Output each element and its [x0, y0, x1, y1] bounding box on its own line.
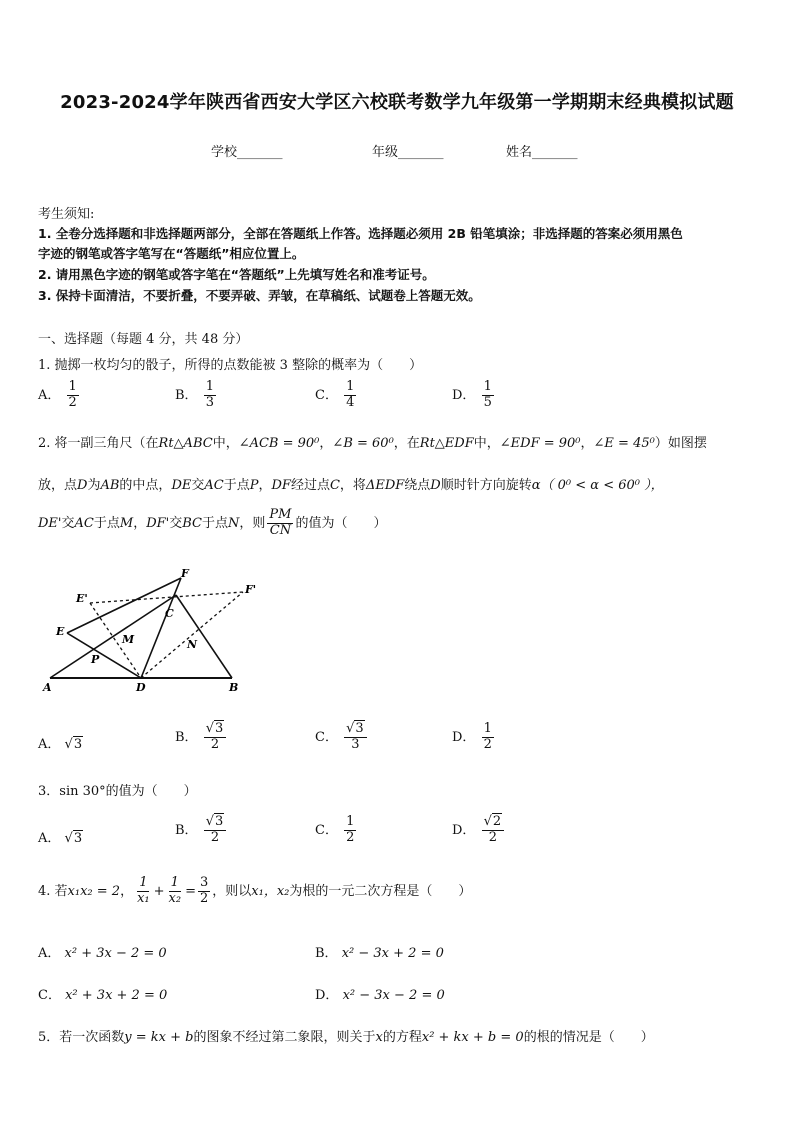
text: 放，点	[38, 478, 78, 493]
fraction	[204, 722, 227, 753]
math: Rt△EDF	[419, 436, 474, 451]
q2-figure	[40, 565, 270, 695]
math: x	[375, 1030, 383, 1045]
q3-stem: 3．sin 30°的值为（ ）	[38, 784, 197, 799]
text: 2. 将一副三角尺（在	[38, 436, 159, 451]
math: y = kx + b	[124, 1030, 194, 1045]
text: 为根的一元二次方程是（ ）	[289, 883, 472, 899]
q4-option-b	[315, 942, 444, 961]
text: 的图象不经过第二象限，则关于	[193, 1030, 376, 1045]
q5-stem	[38, 1026, 654, 1045]
q2-option-b	[175, 722, 228, 753]
q1-stem: 1. 抛掷一枚均匀的骰子，所得的点数能被 3 整除的概率为（ ）	[38, 358, 423, 373]
math: x₁，	[251, 883, 277, 899]
fraction	[67, 380, 79, 411]
page-title: 2023-2024学年陕西省西安大学区六校联考数学九年级第一学期期末经典模拟试题	[60, 92, 734, 113]
numerator: 1	[139, 875, 148, 890]
option-label: D．	[315, 988, 339, 1003]
text: ，	[319, 436, 333, 451]
math: AB	[100, 478, 120, 493]
segment-bc	[176, 595, 232, 678]
q4-option-c	[38, 984, 167, 1003]
denominator: x₂	[168, 890, 182, 906]
numerator: √3	[204, 815, 227, 831]
q4-option-a	[38, 942, 167, 961]
q1-option-d	[452, 380, 496, 411]
sqrt: √3	[64, 831, 83, 846]
numerator: 1	[68, 379, 77, 394]
q3-option-a	[38, 827, 83, 846]
denominator: x₁	[137, 890, 150, 906]
label-n: N	[187, 638, 198, 651]
notice-line-1b: 字迹的钢笔或答字笔写在“答题纸”相应位置上。	[38, 246, 305, 261]
q2-line-2	[38, 474, 664, 493]
name-field: 姓名_______	[506, 145, 578, 160]
math: AC	[204, 478, 224, 493]
math: ∠EDF = 90⁰	[499, 436, 581, 451]
equation: x² + 3x + 2 = 0	[65, 988, 168, 1003]
q1-option-b	[175, 380, 218, 411]
numerator: PM	[269, 507, 292, 522]
option-label: C．	[315, 387, 338, 403]
fraction	[204, 815, 227, 846]
math: DF	[271, 478, 291, 493]
math: ∠ACB = 90⁰	[238, 436, 320, 451]
math: ∠B = 60⁰	[332, 436, 394, 451]
denominator: 2	[210, 736, 220, 752]
text: 的中点，	[119, 478, 172, 493]
equation: x² − 3x + 2 = 0	[341, 946, 444, 961]
math: N	[228, 515, 240, 531]
fraction	[482, 722, 494, 753]
option-label: A．	[38, 737, 61, 752]
text: 交	[191, 478, 205, 493]
q3-option-b	[175, 815, 228, 846]
q3-option-c	[315, 815, 358, 846]
text: +	[153, 883, 165, 899]
text: 的方程	[382, 1030, 422, 1045]
segment-ef	[67, 578, 181, 633]
math: M	[119, 515, 134, 531]
denominator: 2	[68, 394, 77, 410]
denominator: 2	[199, 890, 209, 906]
math: D	[77, 478, 88, 493]
fraction	[482, 380, 494, 411]
denominator: 2	[210, 829, 220, 845]
option-label: D．	[452, 729, 476, 745]
notice-line-1a: 1. 全卷分选择题和非选择题两部分，全部在答题纸上作答。选择题必须用 2B 铅笔填涂；非选择题的答案必须用黑色	[38, 226, 683, 241]
numerator: 1	[170, 875, 179, 890]
text: 的根的情况是（ ）	[523, 1030, 654, 1045]
denominator: 3	[205, 394, 214, 410]
fraction	[267, 508, 293, 539]
radicand: 3	[355, 721, 364, 736]
label-e: E	[56, 625, 65, 638]
option-label: C．	[38, 988, 61, 1003]
numerator: 1	[346, 814, 355, 829]
text: 经过点	[290, 478, 330, 493]
math: P	[249, 478, 259, 493]
label-f-prime: F'	[245, 583, 257, 596]
notice-heading: 考生须知:	[38, 207, 95, 222]
numerator: 1	[483, 721, 492, 736]
text: ，	[580, 436, 594, 451]
fraction	[344, 380, 356, 411]
text: 于点	[93, 515, 120, 531]
equation: x² − 3x − 2 = 0	[342, 988, 445, 1003]
option-label: A．	[38, 946, 61, 961]
math: x₂	[276, 883, 290, 899]
math: DE	[171, 478, 192, 493]
denominator: 5	[483, 394, 492, 410]
denominator: 3	[351, 736, 360, 752]
option-label: B．	[175, 387, 198, 403]
radicand: 3	[215, 721, 224, 736]
section-heading: 一、选择题（每题 4 分，共 48 分）	[38, 332, 249, 347]
text: ，将	[339, 478, 366, 493]
text: ，	[120, 883, 134, 899]
option-label: A．	[38, 387, 61, 403]
text: 交	[61, 515, 75, 531]
q2-option-c	[315, 722, 369, 753]
q4-option-d	[315, 984, 445, 1003]
text: 交	[169, 515, 183, 531]
text: 中，	[212, 436, 239, 451]
segment-df	[141, 578, 181, 678]
text: ）如图摆	[654, 436, 707, 451]
equation: x² + 3x − 2 = 0	[64, 946, 167, 961]
denominator: 2	[483, 736, 492, 752]
label-e-prime: E'	[76, 592, 88, 605]
math: BC	[182, 515, 202, 531]
denominator: 2	[346, 829, 355, 845]
text: 的值为（ ）	[295, 515, 387, 531]
radicand: 3	[73, 831, 83, 846]
grade-field: 年级_______	[372, 145, 444, 160]
numerator: √3	[204, 722, 227, 738]
text: 于点	[202, 515, 229, 531]
option-label: B．	[315, 946, 338, 961]
numerator: 1	[483, 379, 492, 394]
numerator: 1	[346, 379, 355, 394]
math: Rt△ABC	[158, 436, 213, 451]
denominator: 2	[488, 829, 497, 845]
option-label: B．	[175, 822, 198, 838]
fraction	[344, 815, 356, 846]
q3-option-d	[452, 815, 506, 846]
radicand: 2	[492, 814, 502, 829]
text: ，在	[393, 436, 420, 451]
math: DF'	[146, 515, 170, 531]
q2-line-3	[38, 508, 386, 539]
fraction	[204, 380, 216, 411]
q1-option-a	[38, 380, 81, 411]
q1-option-c	[315, 380, 358, 411]
text: 5．若一次函数	[38, 1030, 125, 1045]
q2-option-d	[452, 722, 496, 753]
fraction	[167, 876, 184, 907]
math: ΔEDF	[365, 478, 405, 493]
label-a: A	[43, 681, 52, 694]
math: AC	[74, 515, 94, 531]
math: D	[430, 478, 441, 493]
text: ，	[133, 515, 147, 531]
notice-line-2: 2. 请用黑色字迹的钢笔或答字笔在“答题纸”上先填写姓名和准考证号。	[38, 267, 435, 282]
numerator: √3	[344, 722, 367, 738]
option-label: D．	[452, 387, 476, 403]
math: α	[531, 478, 541, 493]
segment-df2	[141, 592, 243, 678]
math: x₁x₂ = 2	[67, 883, 121, 899]
q2-line-1	[38, 432, 707, 451]
label-b: B	[229, 681, 239, 694]
math: ∠E = 45⁰	[593, 436, 655, 451]
text: ，则以	[212, 883, 252, 899]
numerator: √2	[482, 815, 505, 831]
text: 为	[87, 478, 101, 493]
text: 4. 若	[38, 883, 68, 899]
label-c: C	[165, 607, 174, 620]
school-field: 学校_______	[211, 145, 283, 160]
option-label: C．	[315, 729, 338, 745]
label-f: F	[181, 567, 189, 580]
math: DE'	[38, 515, 62, 531]
text: 顺时针方向旋转	[440, 478, 532, 493]
numerator: 3	[199, 875, 209, 890]
option-label: C．	[315, 822, 338, 838]
sqrt: √3	[64, 737, 83, 752]
notice-line-3: 3. 保持卡面清洁，不要折叠，不要弄破、弄皱，在草稿纸、试题卷上答题无效。	[38, 288, 481, 303]
numerator: 1	[205, 379, 214, 394]
text: =	[185, 883, 196, 899]
fraction	[482, 815, 505, 846]
denominator: 4	[346, 394, 355, 410]
option-label: B．	[175, 729, 198, 745]
text: ，则	[239, 515, 266, 531]
fraction	[344, 722, 367, 753]
label-m: M	[122, 633, 135, 646]
label-d: D	[136, 681, 146, 694]
denominator: CN	[269, 522, 292, 538]
text: ，	[258, 478, 272, 493]
q4-stem	[38, 876, 471, 907]
radicand: 3	[215, 814, 224, 829]
label-p: P	[91, 653, 100, 666]
fraction	[198, 876, 210, 907]
q2-option-a	[38, 733, 83, 752]
math: （ 0⁰ < α < 60⁰ ），	[540, 478, 664, 493]
math: C	[329, 478, 340, 493]
text: 于点	[223, 478, 250, 493]
radicand: 3	[73, 737, 83, 752]
option-label: A．	[38, 831, 61, 846]
text: 中，	[473, 436, 500, 451]
option-label: D．	[452, 822, 476, 838]
text: 绕点	[404, 478, 431, 493]
math: x² + kx + b = 0	[421, 1030, 524, 1045]
fraction	[135, 876, 152, 907]
